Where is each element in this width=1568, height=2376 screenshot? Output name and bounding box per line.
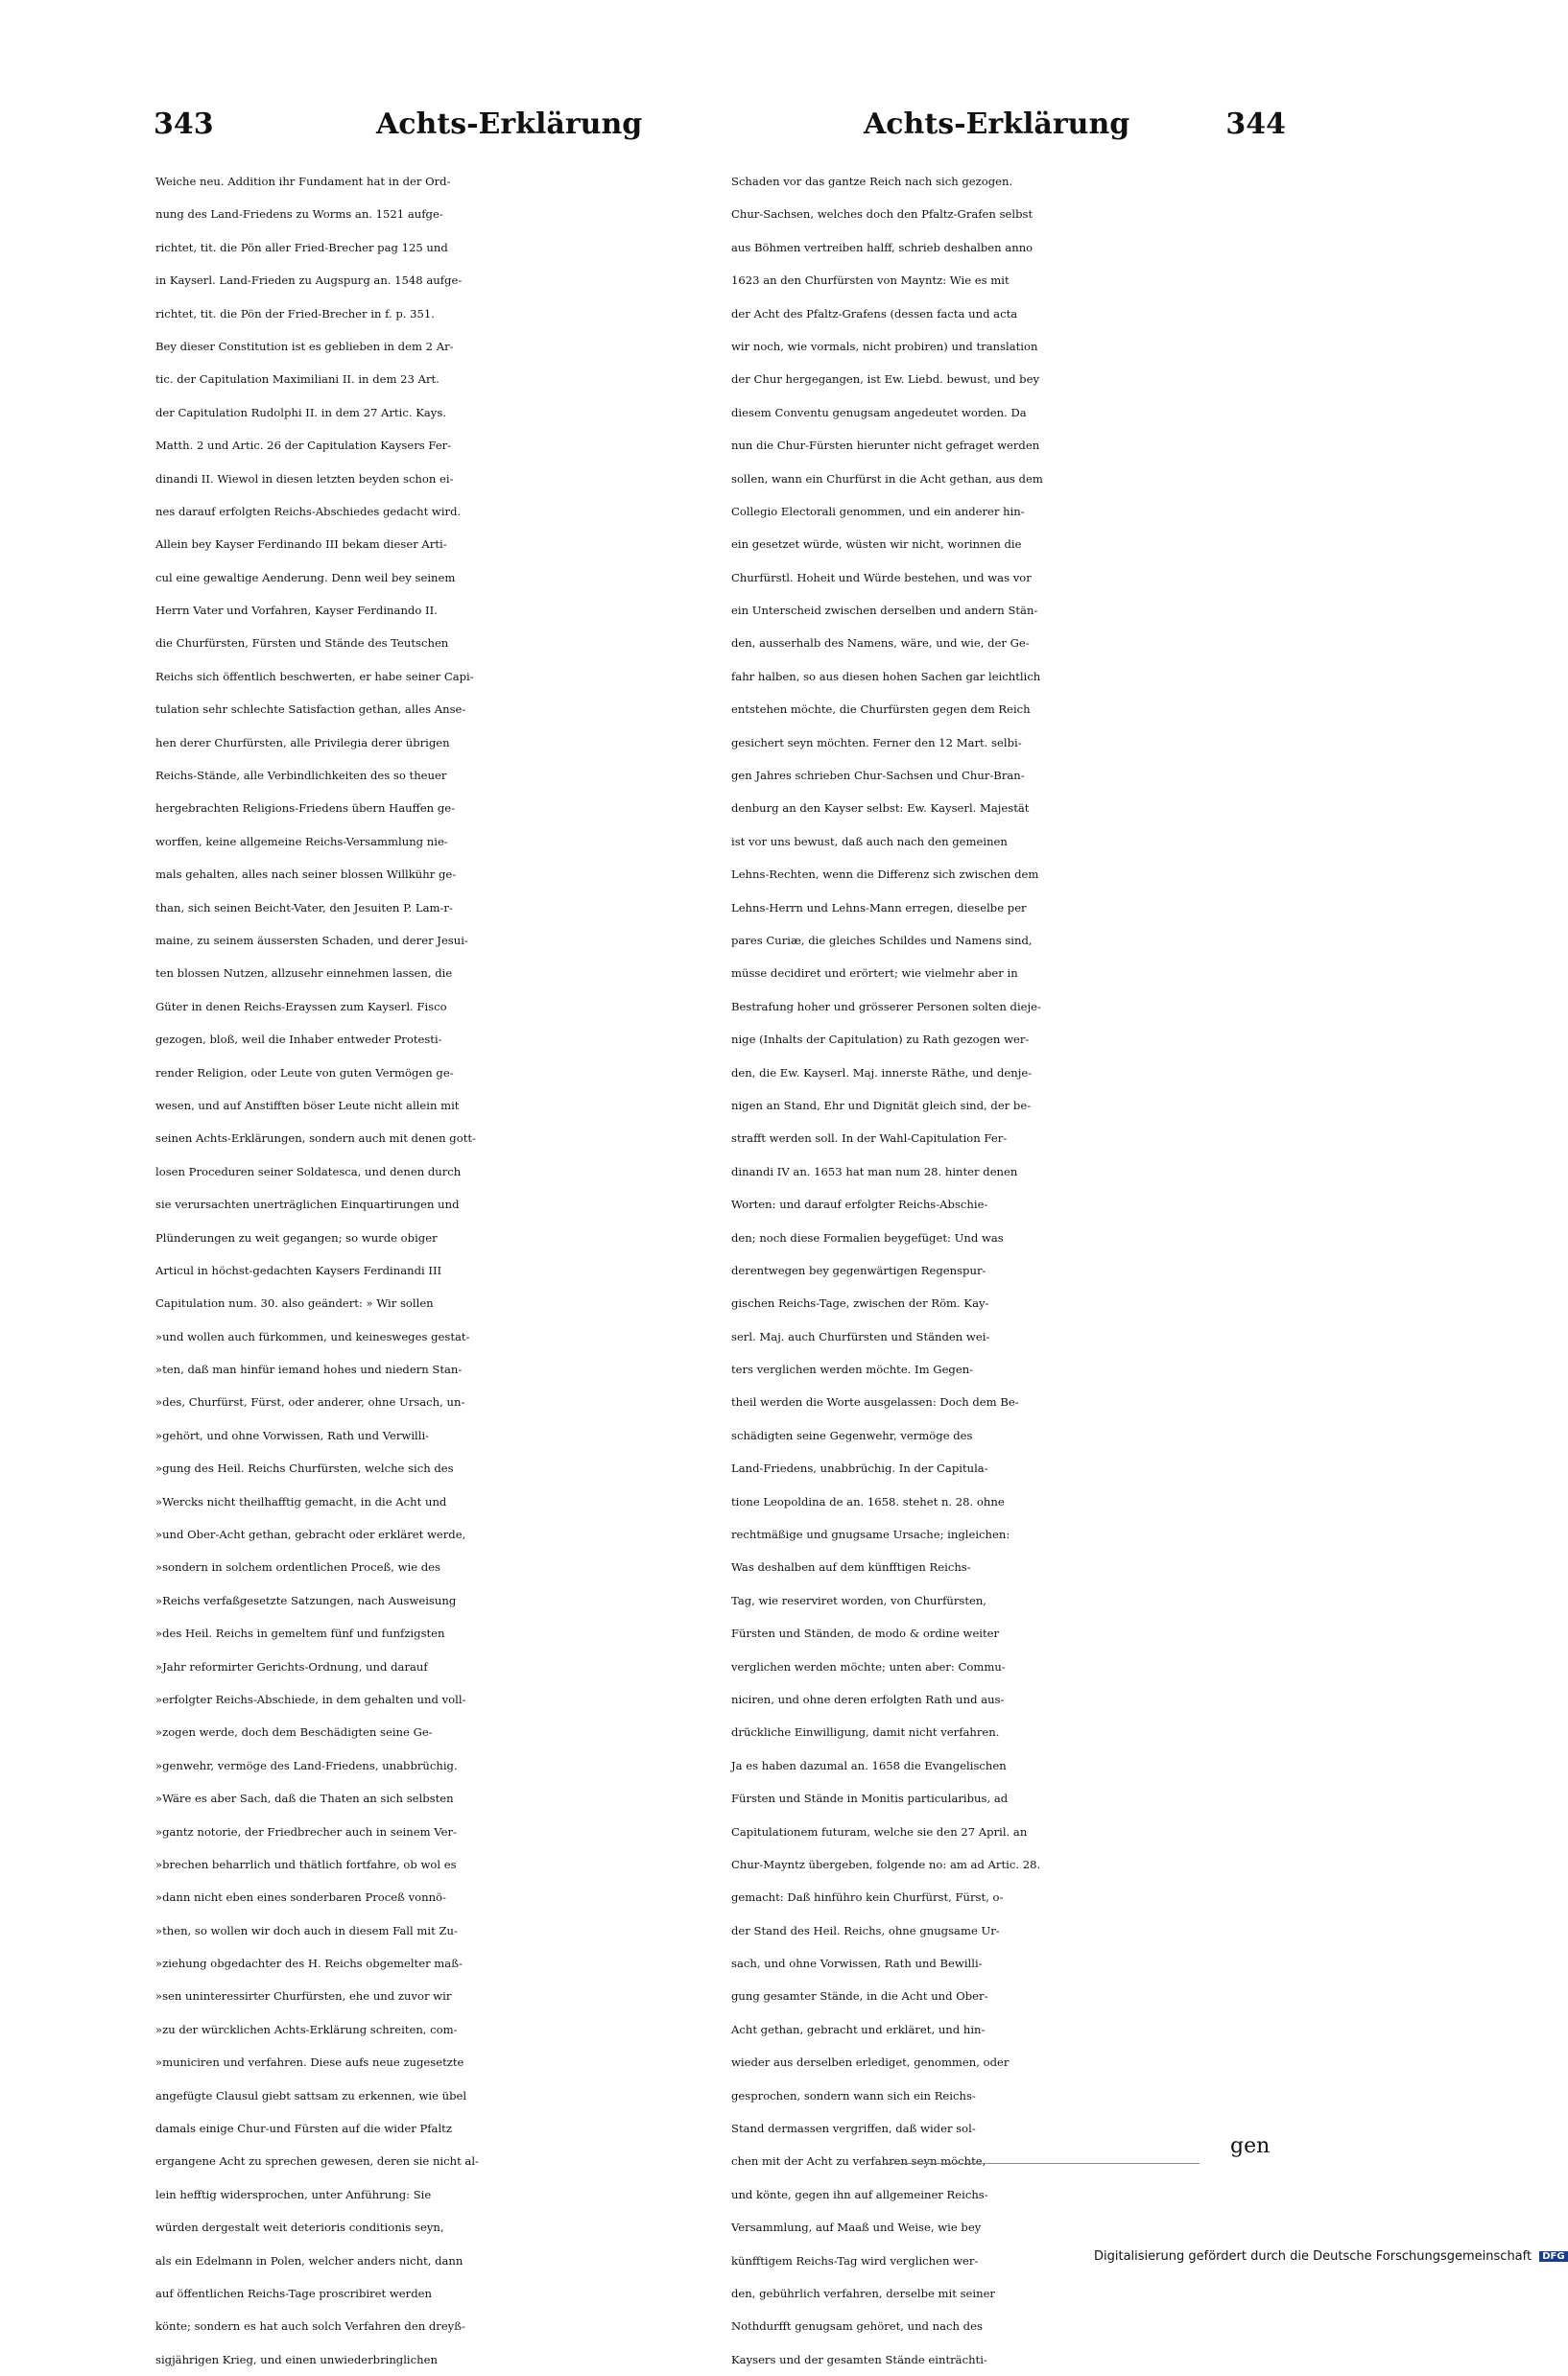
text-line: sie verursachten unerträglichen Einquartirungen und	[155, 1198, 460, 1212]
text-line: theil werden die Worte ausgelassen: Doch dem Be-	[731, 1395, 1019, 1410]
text-line: richtet, tit. die Pön aller Fried-Brecher pag 125 und	[155, 240, 448, 254]
text-line: Land-Friedens, unabbrüchig. In der Capitula-	[731, 1461, 988, 1476]
text-line: müsse decidiret und erörtert; wie vielmehr aber in	[731, 966, 1018, 981]
text-line: »municiren und verfahren. Diese aufs neue zugesetzte	[155, 2055, 464, 2070]
dfg-logo-icon: DFG	[1539, 2251, 1567, 2262]
text-line: rechtmäßige und gnugsame Ursache; ingleichen:	[731, 1528, 1010, 1542]
text-line: »ten, daß man hinfür iemand hohes und niedern Stan-	[155, 1363, 463, 1377]
text-line: lein hefftig widersprochen, unter Anführung: Sie	[155, 2187, 432, 2201]
running-title-right: Achts-Erklärung	[864, 107, 1130, 141]
text-line: sach, und ohne Vorwissen, Rath und Bewilli-	[731, 1957, 983, 1971]
text-line: »gantz notorie, der Friedbrecher auch in seinem Ver-	[155, 1824, 457, 1839]
text-line: ist vor uns bewust, daß auch nach den gemeinen	[731, 834, 1008, 848]
text-line: nung des Land-Friedens zu Worms an. 1521 aufge-	[155, 207, 443, 222]
text-line: 1623 an den Churfürsten von Mayntz: Wie es mit	[731, 273, 1010, 288]
text-line: »Wäre es aber Sach, daß die Thaten an sich selbsten	[155, 1792, 454, 1806]
text-line: gen Jahres schrieben Chur-Sachsen und Chur-Bran-	[731, 769, 1025, 783]
text-line: »sen uninteressirter Churfürsten, ehe und zuvor wir	[155, 1989, 452, 2004]
text-line: Nothdurfft genugsam gehöret, und nach des	[731, 2319, 983, 2334]
text-line: aus Böhmen vertreiben halff, schrieb deshalben anno	[731, 240, 1033, 254]
text-line: »Jahr reformirter Gerichts-Ordnung, und darauf	[155, 1659, 428, 1674]
text-line: gung gesamter Stände, in die Acht und Ober-	[731, 1989, 988, 2004]
text-line: dinandi IV an. 1653 hat man num 28. hinter denen	[731, 1164, 1018, 1178]
text-line: serl. Maj. auch Churfürsten und Ständen wei-	[731, 1329, 990, 1343]
text-line: der Chur hergegangen, ist Ew. Liebd. bewust, und bey	[731, 372, 1040, 387]
text-line: würden dergestalt weit deterioris conditionis seyn,	[155, 2221, 444, 2235]
text-line: Ja es haben dazumal an. 1658 die Evangelischen	[731, 1758, 1007, 1772]
text-line: Collegio Electorali genommen, und ein anderer hin-	[731, 504, 1025, 518]
text-line: drückliche Einwilligung, damit nicht verfahren.	[731, 1725, 1000, 1740]
text-line: wieder aus derselben erlediget, genommen, oder	[731, 2055, 1010, 2070]
text-line: »des, Churfürst, Fürst, oder anderer, ohne Ursach, un-	[155, 1395, 465, 1410]
text-line: angefügte Clausul giebt sattsam zu erkennen, wie übel	[155, 2088, 467, 2103]
text-line: verglichen werden möchte; unten aber: Commu-	[731, 1659, 1006, 1674]
text-line: entstehen möchte, die Churfürsten gegen dem Reich	[731, 702, 1031, 717]
text-line: schädigten seine Gegenwehr, vermöge des	[731, 1428, 973, 1442]
text-line: tione Leopoldina de an. 1658. stehet n. 28. ohne	[731, 1494, 1005, 1509]
text-line: fahr halben, so aus diesen hohen Sachen gar leichtlich	[731, 669, 1041, 683]
text-line: ters verglichen werden möchte. Im Gegen-	[731, 1363, 974, 1377]
text-line: in Kayserl. Land-Frieden zu Augspurg an. 1548 aufge-	[155, 273, 463, 288]
text-line: Matth. 2 und Artic. 26 der Capitulation Kaysers Fer-	[155, 439, 452, 453]
text-line: als ein Edelmann in Polen, welcher anders nicht, dann	[155, 2253, 463, 2268]
text-line: Reichs-Stände, alle Verbindlichkeiten des so theuer	[155, 769, 447, 783]
text-column-right	[731, 165, 1288, 2376]
text-line: gesprochen, sondern wann sich ein Reichs-	[731, 2088, 976, 2103]
text-line: Weiche neu. Addition ihr Fundament hat in der Ord-	[155, 175, 451, 188]
text-line: Allein bey Kayser Ferdinando III bekam dieser Arti-	[155, 537, 447, 552]
text-line: »dann nicht eben eines sonderbaren Proceß vonnö-	[155, 1890, 446, 1905]
text-line: ein Unterscheid zwischen derselben und andern Stän-	[731, 604, 1038, 618]
text-line: Tag, wie reserviret worden, von Churfürsten,	[731, 1593, 986, 1607]
text-line: denburg an den Kayser selbst: Ew. Kayserl. Majestät	[731, 801, 1030, 816]
text-line: ergangene Acht zu sprechen gewesen, deren sie nicht al-	[155, 2154, 479, 2169]
text-line: gemacht: Daß hinführo kein Churfürst, Fürst, o-	[731, 1890, 1004, 1905]
text-column-left	[155, 165, 712, 2376]
text-line: niciren, und ohne deren erfolgten Rath und aus-	[731, 1692, 1005, 1706]
text-line: Herrn Vater und Vorfahren, Kayser Ferdinando II.	[155, 604, 438, 618]
text-line: nige (Inhalts der Capitulation) zu Rath gezogen wer-	[731, 1033, 1030, 1047]
text-line: seinen Achts-Erklärungen, sondern auch mit denen gott-	[155, 1131, 476, 1146]
text-line: dinandi II. Wiewol in diesen letzten beyden schon ei-	[155, 471, 454, 486]
text-line: Bestrafung hoher und grösserer Personen solten dieje-	[731, 999, 1041, 1013]
text-line: maine, zu seinem äussersten Schaden, und derer Jesui-	[155, 933, 468, 947]
text-line: »gehört, und ohne Vorwissen, Rath und Verwilli-	[155, 1428, 430, 1442]
text-line: Kaysers und der gesamten Stände einträchti-	[731, 2352, 987, 2366]
text-line: Articul in höchst-gedachten Kaysers Ferdinandi III	[155, 1263, 442, 1277]
text-line: diesem Conventu genugsam angedeutet worden. Da	[731, 405, 1027, 419]
text-line: »zu der würcklichen Achts-Erklärung schreiten, com-	[155, 2022, 458, 2036]
text-line: than, sich seinen Beicht-Vater, den Jesuiten P. Lam-r-	[155, 900, 453, 915]
text-line: »Wercks nicht theilhafftig gemacht, in die Acht und	[155, 1494, 447, 1509]
text-line: gesichert seyn möchten. Ferner den 12 Mart. selbi-	[731, 735, 1022, 749]
text-line: und könte, gegen ihn auf allgemeiner Reichs-	[731, 2187, 988, 2201]
text-line: »gung des Heil. Reichs Churfürsten, welche sich des	[155, 1461, 454, 1476]
text-line: pares Curiæ, die gleiches Schildes und Namens sind,	[731, 933, 1033, 947]
text-line: »brechen beharrlich und thätlich fortfahre, ob wol es	[155, 1857, 457, 1871]
text-line: hergebrachten Religions-Friedens übern Hauffen ge-	[155, 801, 456, 816]
text-line: losen Proceduren seiner Soldatesca, und denen durch	[155, 1164, 462, 1178]
text-line: »des Heil. Reichs in gemeltem fünf und funfzigsten	[155, 1627, 445, 1641]
text-line: damals einige Chur-und Fürsten auf die wider Pfaltz	[155, 2122, 452, 2136]
text-line: den, gebührlich verfahren, derselbe mit seiner	[731, 2287, 995, 2300]
text-line: »sondern in solchem ordentlichen Proceß, wie des	[155, 1560, 440, 1575]
text-line: Fürsten und Ständen, de modo & ordine weiter	[731, 1627, 1000, 1641]
text-line: Worten: und darauf erfolgter Reichs-Abschie-	[731, 1198, 988, 1212]
text-line: Plünderungen zu weit gegangen; so wurde obiger	[155, 1230, 438, 1245]
text-line: chen mit der Acht zu verfahren seyn möchte,	[731, 2154, 986, 2169]
text-line: Capitulationem futuram, welche sie den 27 April. an	[731, 1824, 1028, 1839]
text-line: »und wollen auch fürkommen, und keinesweges gestat-	[155, 1329, 470, 1343]
text-line: Stand dermassen vergriffen, daß wider sol-	[731, 2122, 976, 2136]
text-line: strafft werden soll. In der Wahl-Capitulation Fer-	[731, 1131, 1008, 1146]
catchword: gen	[1230, 2134, 1271, 2158]
text-line: auf öffentlichen Reichs-Tage proscribiret werden	[155, 2287, 432, 2300]
page-number-right: 344	[1225, 107, 1286, 141]
text-line: »und Ober-Acht gethan, gebracht oder erkläret werde,	[155, 1528, 466, 1542]
text-line: richtet, tit. die Pön der Fried-Brecher in f. p. 351.	[155, 306, 435, 321]
text-line: Schaden vor das gantze Reich nach sich gezogen.	[731, 175, 1013, 188]
text-line: »then, so wollen wir doch auch in diesem Fall mit Zu-	[155, 1923, 458, 1937]
text-line: Churfürstl. Hoheit und Würde bestehen, und was vor	[731, 570, 1032, 584]
text-line: der Stand des Heil. Reichs, ohne gnugsame Ur-	[731, 1923, 1000, 1937]
footer-rule	[883, 2163, 1200, 2164]
text-line: tulation sehr schlechte Satisfaction gethan, alles Anse-	[155, 702, 466, 717]
text-line: gischen Reichs-Tage, zwischen der Röm. Kay-	[731, 1296, 989, 1311]
text-line: »erfolgter Reichs-Abschiede, in dem gehalten und voll-	[155, 1692, 466, 1706]
text-line: wesen, und auf Anstifften böser Leute nicht allein mit	[155, 1098, 460, 1112]
text-line: der Acht des Pfaltz-Grafens (dessen facta und acta	[731, 306, 1018, 321]
text-line: Acht gethan, gebracht und erkläret, und hin-	[731, 2022, 986, 2036]
text-line: »Reichs verfaßgesetzte Satzungen, nach Ausweisung	[155, 1593, 457, 1607]
text-line: derentwegen bey gegenwärtigen Regenspur-	[731, 1263, 986, 1277]
text-line: Was deshalben auf dem künfftigen Reichs-	[731, 1560, 971, 1575]
text-line: Güter in denen Reichs-Erayssen zum Kayserl. Fisco	[155, 999, 447, 1013]
text-line: nigen an Stand, Ehr und Dignität gleich sind, der be-	[731, 1098, 1032, 1112]
text-line: Lehns-Rechten, wenn die Differenz sich zwischen dem	[731, 867, 1039, 882]
text-line: den; noch diese Formalien beygefüget: Und was	[731, 1230, 1004, 1245]
text-line: nun die Chur-Fürsten hierunter nicht gefraget werden	[731, 439, 1040, 453]
running-title-left: Achts-Erklärung	[376, 107, 643, 141]
text-line: tic. der Capitulation Maximiliani II. in dem 23 Art.	[155, 372, 440, 387]
text-line: Bey dieser Constitution ist es geblieben in dem 2 Ar-	[155, 339, 454, 353]
text-line: Chur-Mayntz übergeben, folgende no: am ad Artic. 28.	[731, 1857, 1041, 1871]
text-line: »genwehr, vermöge des Land-Friedens, unabbrüchig.	[155, 1758, 458, 1772]
text-line: sollen, wann ein Churfürst in die Acht gethan, aus dem	[731, 471, 1043, 486]
text-line: worffen, keine allgemeine Reichs-Versammlung nie-	[155, 834, 448, 848]
footer-text: Digitalisierung gefördert durch die Deutsche Forschungsgemeinschaft	[1094, 2249, 1532, 2264]
text-line: Reichs sich öffentlich beschwerten, er habe seiner Capi-	[155, 669, 474, 683]
text-line: der Capitulation Rudolphi II. in dem 27 Artic. Kays.	[155, 405, 446, 419]
text-line: mals gehalten, alles nach seiner blossen Willkühr ge-	[155, 867, 457, 882]
text-line: den, die Ew. Kayserl. Maj. innerste Räthe, und denje-	[731, 1065, 1033, 1080]
text-line: sigjährigen Krieg, und einen unwiederbringlichen	[155, 2352, 438, 2366]
text-line: ten blossen Nutzen, allzusehr einnehmen lassen, die	[155, 966, 453, 981]
text-line: ein gesetzet würde, wüsten wir nicht, worinnen die	[731, 537, 1022, 552]
text-line: Capitulation num. 30. also geändert: » Wir sollen	[155, 1296, 434, 1311]
text-line: »zogen werde, doch dem Beschädigten seine Ge-	[155, 1725, 433, 1740]
text-line: gezogen, bloß, weil die Inhaber entweder Protesti-	[155, 1033, 442, 1047]
text-line: den, ausserhalb des Namens, wäre, und wie, der Ge-	[731, 636, 1030, 651]
text-line: nes darauf erfolgten Reichs-Abschiedes gedacht wird.	[155, 504, 462, 518]
digitization-footer	[1094, 2249, 1568, 2264]
text-line: wir noch, wie vormals, nicht probiren) und translation	[731, 339, 1038, 353]
text-line: künfftigem Reichs-Tag wird verglichen wer-	[731, 2253, 979, 2268]
text-line: Lehns-Herrn und Lehns-Mann erregen, dieselbe per	[731, 900, 1027, 915]
text-line: cul eine gewaltige Aenderung. Denn weil bey seinem	[155, 570, 456, 584]
text-line: hen derer Churfürsten, alle Privilegia derer übrigen	[155, 735, 450, 749]
page-number-left: 343	[154, 107, 214, 141]
page-header	[154, 107, 1286, 154]
text-line: render Religion, oder Leute von guten Vermögen ge-	[155, 1065, 454, 1080]
text-line: »ziehung obgedachter des H. Reichs obgemelter maß-	[155, 1957, 463, 1971]
text-line: Versammlung, auf Maaß und Weise, wie bey	[731, 2221, 982, 2235]
text-line: Chur-Sachsen, welches doch den Pfaltz-Grafen selbst	[731, 207, 1033, 222]
text-line: könte; sondern es hat auch solch Verfahren den dreyß-	[155, 2319, 465, 2334]
text-line: die Churfürsten, Fürsten und Stände des Teutschen	[155, 636, 449, 651]
text-line: Fürsten und Stände in Monitis particularibus, ad	[731, 1792, 1009, 1806]
